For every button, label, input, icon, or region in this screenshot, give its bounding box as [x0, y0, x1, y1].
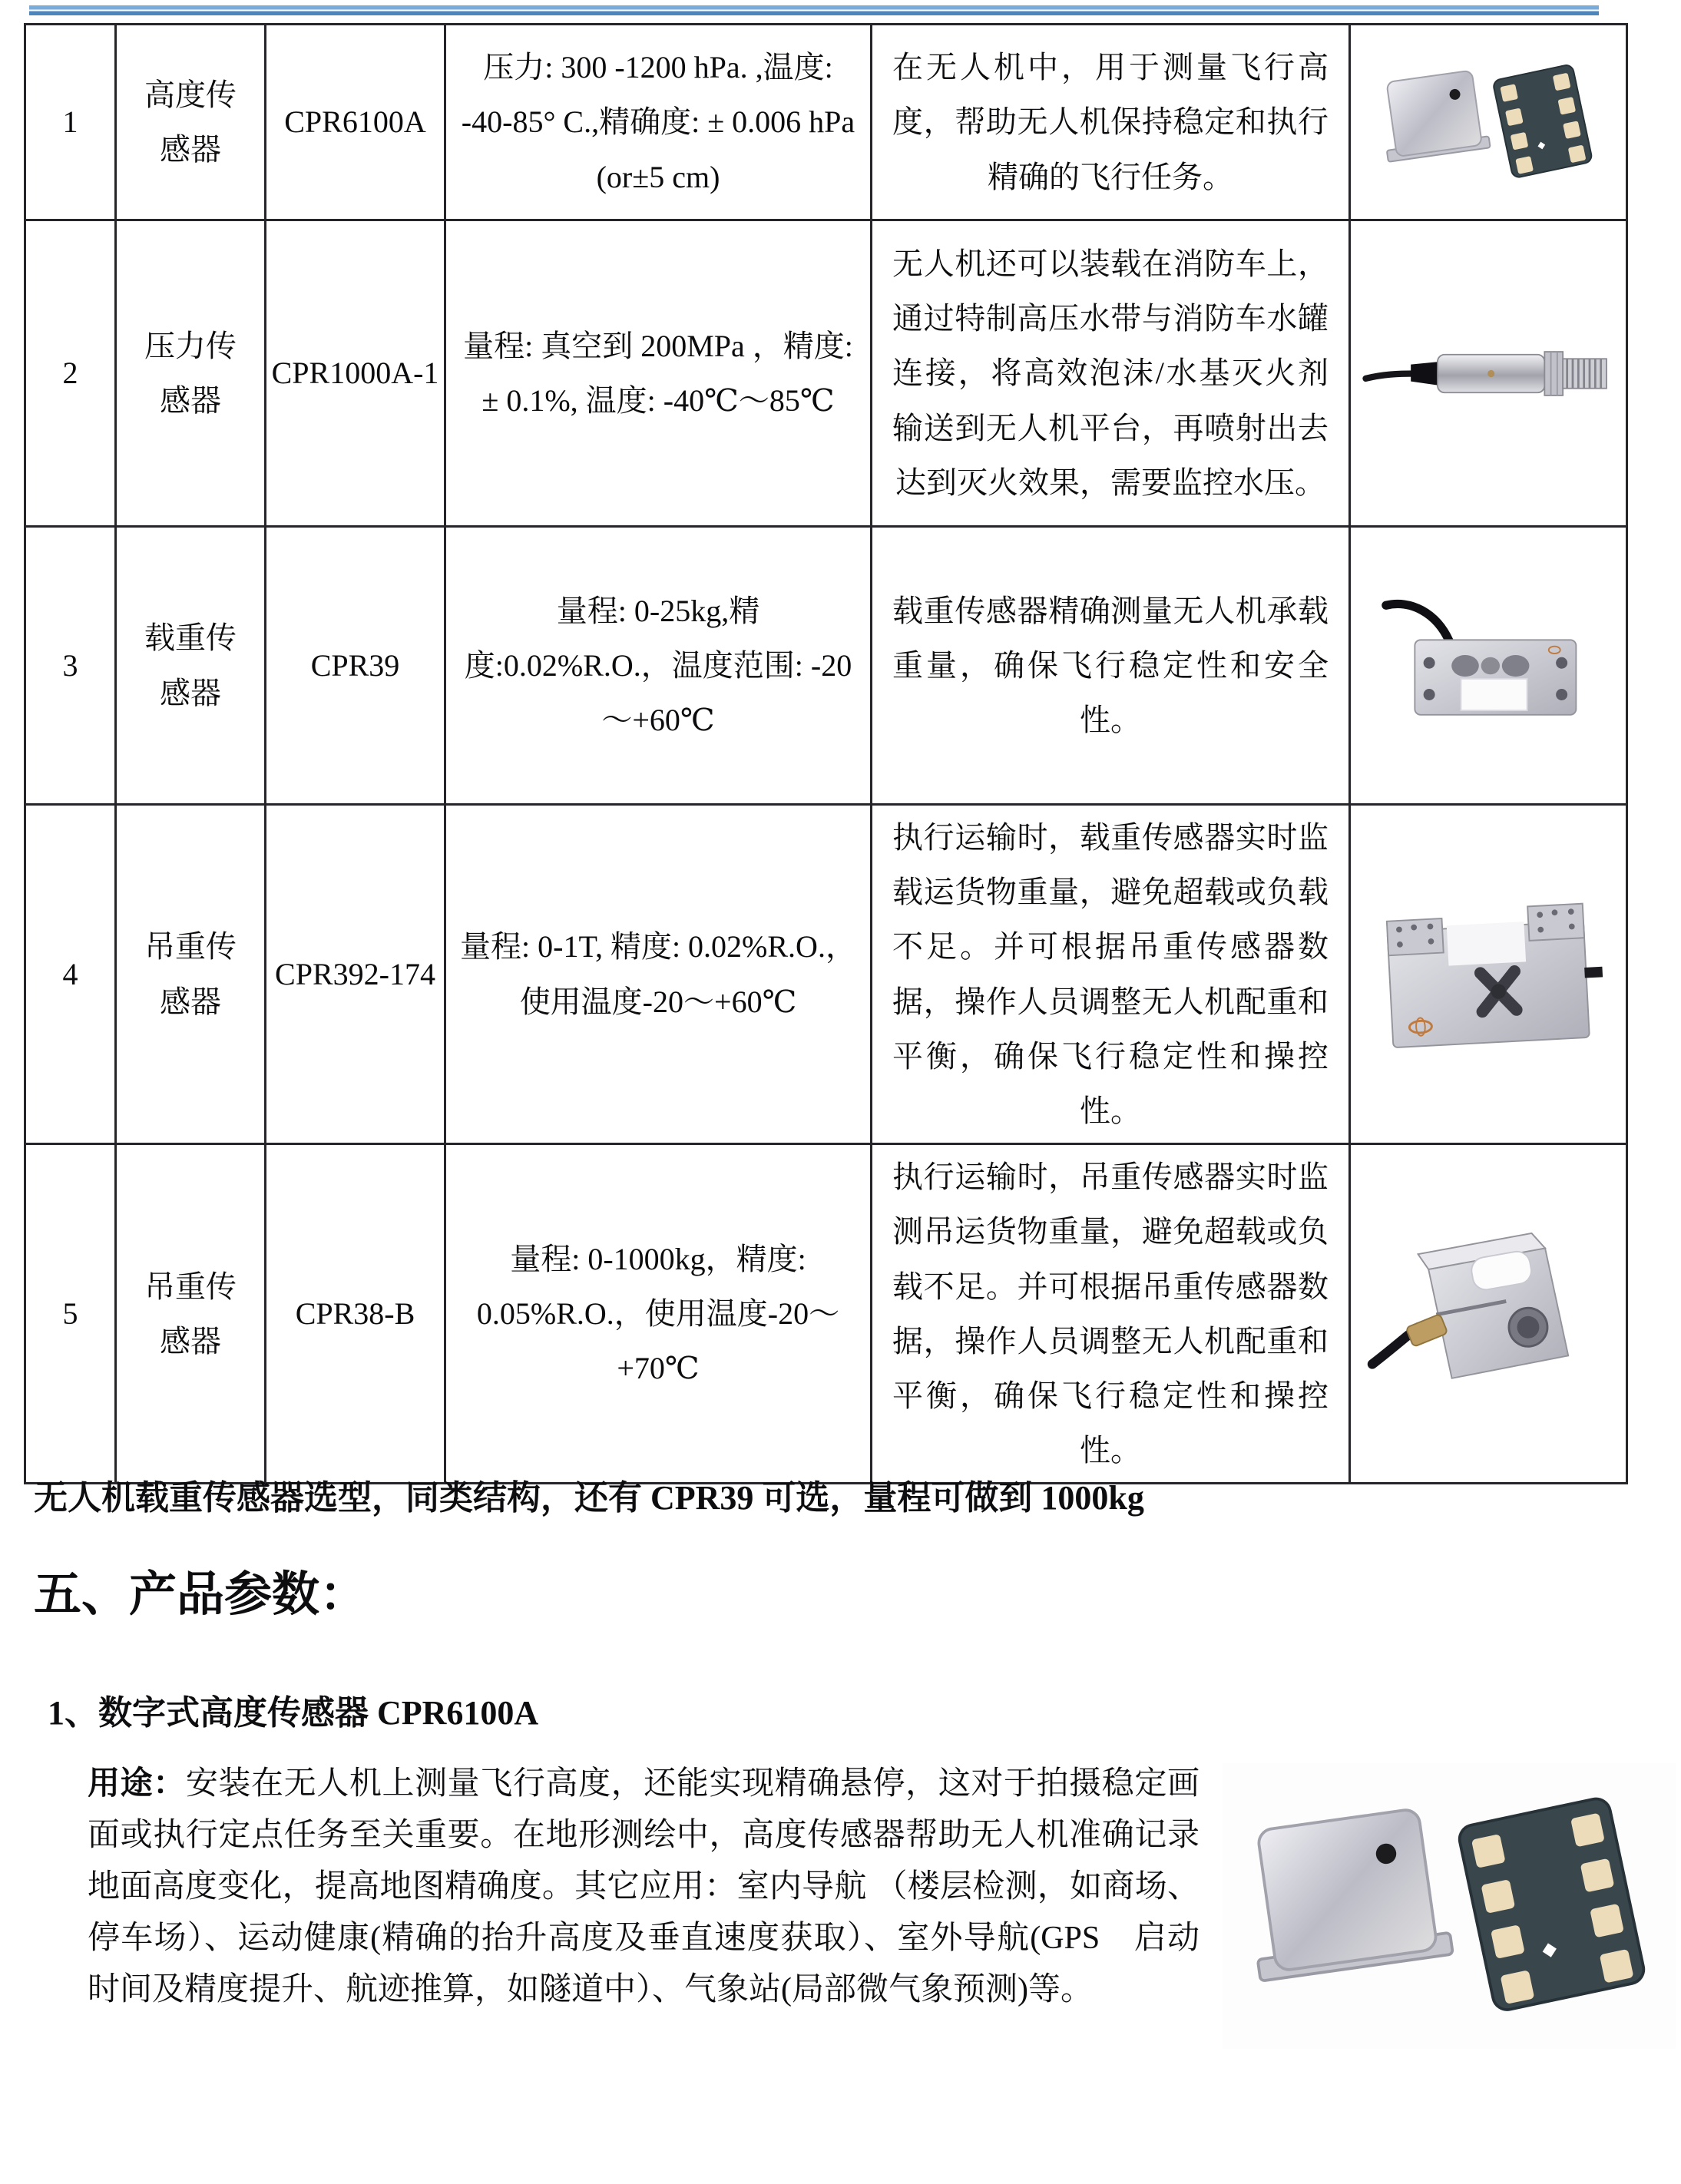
- table-row: [25, 1144, 1627, 1484]
- sensor-type-cell: [116, 220, 266, 527]
- model-cell: CPR6100A: [266, 25, 445, 220]
- row-number: 3: [25, 527, 116, 805]
- photo-cell: [1350, 805, 1627, 1144]
- photo-cell: [1350, 1144, 1627, 1484]
- photo-cell: [1350, 527, 1627, 805]
- specs-cell: 量程: 真空到 200MPa ，精度: ± 0.1%, 温度: -40℃～85℃: [445, 220, 872, 527]
- sensor-type-label: 高度传感器: [144, 77, 237, 167]
- block-load-cell-photo: [1369, 885, 1607, 1064]
- sensor-type-label: 吊重传感器: [144, 1269, 237, 1358]
- photo-cell: [1350, 25, 1627, 220]
- usage-paragraph: [88, 1759, 1200, 2016]
- model-cell: CPR1000A-1: [266, 220, 445, 527]
- row-number: 1: [25, 25, 116, 220]
- sub-section-heading: 1、数字式高度传感器 CPR6100A: [48, 1694, 539, 1732]
- selection-note: 无人机载重传感器选型，同类结构，还有 CPR39 可选，量程可做到 1000kg: [34, 1479, 1144, 1517]
- row-number: 2: [25, 220, 116, 527]
- model-cell: CPR39: [266, 527, 445, 805]
- section-heading: 五、产品参数：: [34, 1569, 368, 1621]
- s-type-load-cell-photo: [1366, 1218, 1610, 1410]
- application-cell: 执行运输时，载重传感器实时监载运货物重量，避免超载或负载不足。并可根据吊重传感器数据，操作人员调整无人机配重和平衡，确保飞行稳定性和操控性。: [872, 805, 1350, 1144]
- altitude-sensor-photo: [1373, 53, 1603, 191]
- sensor-product-table: [24, 23, 1628, 1484]
- application-cell: 执行运输时，吊重传感器实时监测吊运货物重量，避免超载或负载不足。并可根据吊重传感器数据，操作人员调整无人机配重和平衡，确保飞行稳定性和操控性。: [872, 1144, 1350, 1484]
- sensor-type-cell: [116, 527, 266, 805]
- specs-cell: 压力: 300 -1200 hPa. ,温度: -40-85° C.,精确度: ± 0.006 hPa (or±5 cm): [445, 25, 872, 220]
- table-row: [25, 220, 1627, 527]
- sensor-type-label: 压力传感器: [144, 328, 237, 418]
- specs-cell: 量程: 0-1000kg，精度: 0.05%R.O.，使用温度-20～+70℃: [445, 1144, 872, 1484]
- beam-load-cell-photo: [1373, 594, 1603, 738]
- specs-cell: 量程: 0-1T, 精度: 0.02%R.O.，使用温度-20～+60℃: [445, 805, 872, 1144]
- row-number: 4: [25, 805, 116, 1144]
- altitude-sensor-photo-large: [1223, 1763, 1676, 2049]
- specs-cell: 量程: 0-25kg,精度:0.02%R.O.，温度范围: -20～+60℃: [445, 527, 872, 805]
- sensor-type-cell: [116, 1144, 266, 1484]
- sensor-type-cell: [116, 805, 266, 1144]
- top-blue-rule: [29, 5, 1599, 15]
- sensor-type-cell: [116, 25, 266, 220]
- table-row: [25, 25, 1627, 220]
- altitude-sensor-chips-illustration: [1232, 1775, 1666, 2037]
- model-cell: CPR38-B: [266, 1144, 445, 1484]
- model-cell: CPR392-174: [266, 805, 445, 1144]
- table-row: [25, 805, 1627, 1144]
- row-number: 5: [25, 1144, 116, 1484]
- application-cell: 载重传感器精确测量无人机承载重量，确保飞行稳定性和安全性。: [872, 527, 1350, 805]
- usage-label: 用途：: [88, 1766, 186, 1802]
- sensor-type-label: 载重传感器: [144, 620, 237, 710]
- table-row: [25, 527, 1627, 805]
- usage-text: 安装在无人机上测量飞行高度，还能实现精确悬停，这对于拍摄稳定画面或执行定点任务至关重要。在地形测绘中，高度传感器帮助无人机准确记录地面高度变化，提高地图精确度。其它应用：室内导航 （楼层检测，如商场、停车场）、运动健康(精确的抬升高度及垂直速度获取）、室外导航(GPS 启动时间及精度提升、航迹推算，如隧道中）、气象站(局部微气象预测)等。: [88, 1766, 1200, 2007]
- photo-cell: [1350, 220, 1627, 527]
- application-cell: 在无人机中，用于测量飞行高度，帮助无人机保持稳定和执行精确的飞行任务。: [872, 25, 1350, 220]
- application-cell: 无人机还可以装载在消防车上，通过特制高压水带与消防车水罐连接，将高效泡沫/水基灭火剂输送到无人机平台，再喷射出去达到灭火效果，需要监控水压。: [872, 220, 1350, 527]
- sensor-type-label: 吊重传感器: [144, 929, 237, 1019]
- pressure-transducer-photo: [1362, 335, 1615, 412]
